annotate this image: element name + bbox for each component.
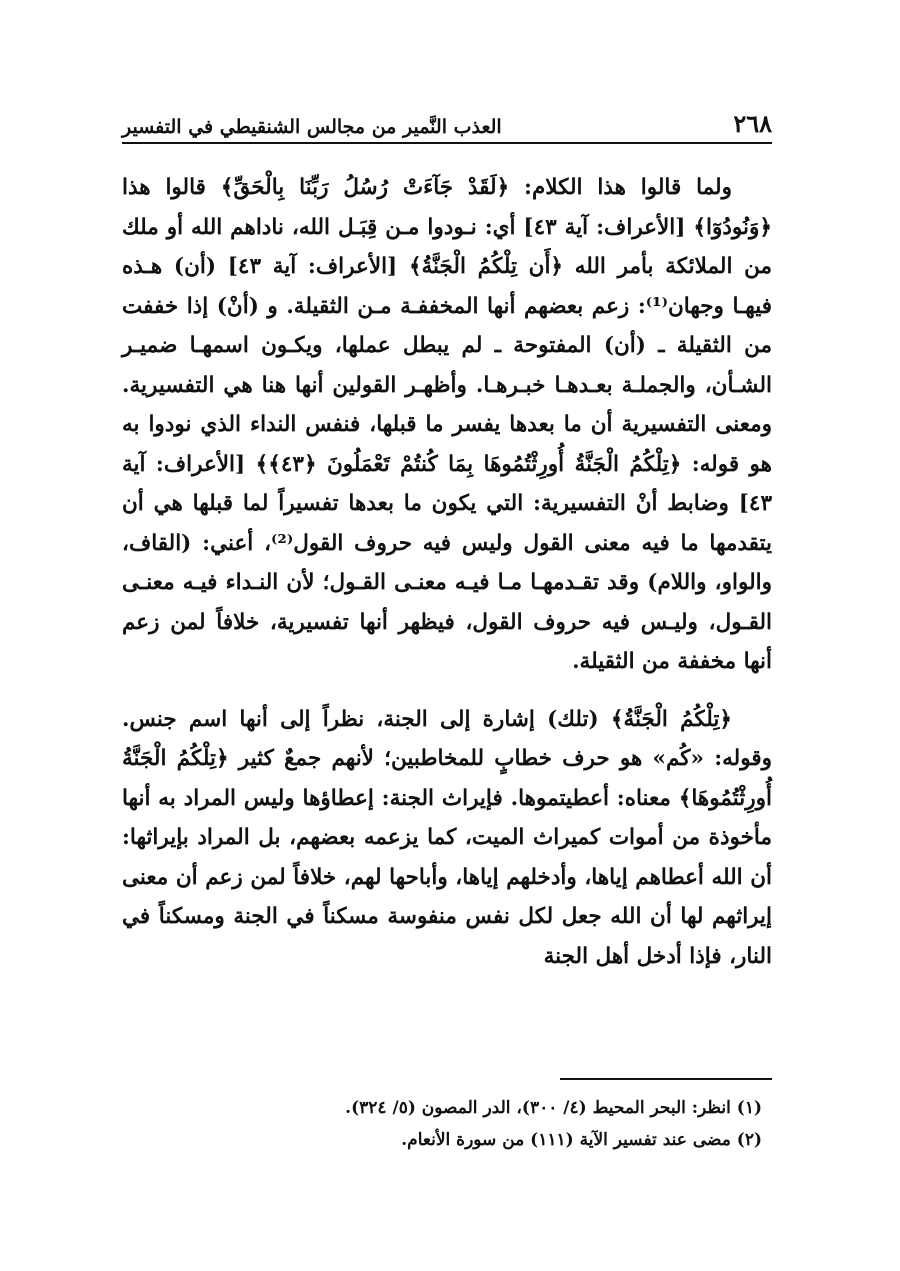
footnotes xyxy=(122,1092,772,1156)
page-header xyxy=(122,100,772,144)
footnote: (٢) مضى عند تفسير الآية (١١١) من سورة الأنعام. xyxy=(401,1130,762,1150)
paragraph: ﴿تِلْكُمُ الْجَنَّةُ﴾ (تلك) إشارة إلى الجنة، نظراً إلى أنها اسم جنس. وقوله: «كُم» هو حرف خطابٍ للمخاطبين؛ لأنهم جمعٌ كثير ﴿تِلْكُمُ الْجَنَّةُ أُورِثْتُمُوهَا﴾ معناه: أعطيتموها. فإيراث الجنة: إعطاؤها وليس المراد به أنها مأخوذة من أموات كميراث الميت، كما يزعمه بعضهم، بل المراد بإيراثها: أن الله أعطاهم إياها، وأدخلهم إياها، وأباحها لهم، خلافاً لمن زعم أن معنى إيراثهم لها أن الله جعل لكل نفس منفوسة مسكناً في الجنة ومسكناً في النار، فإذا أدخل أهل الجنة xyxy=(122,706,772,969)
running-title: العذب النَّمير من مجالس الشنقيطي في التفسير xyxy=(122,116,502,138)
page-number: ٢٦٨ xyxy=(733,109,772,138)
footnote-divider xyxy=(560,1078,772,1080)
main-text xyxy=(122,168,772,976)
footnote: (١) انظر: البحر المحيط (٤/ ٣٠٠)، الدر المصون (٥/ ٣٢٤). xyxy=(345,1098,762,1118)
paragraph: ولما قالوا هذا الكلام: ﴿لَقَدْ جَآءَتْ رُسُلُ رَبِّنَا بِالْحَقِّ﴾ قالوا هذا ﴿وَنُودُوٓا﴾ [الأعراف: آية ٤٣] أي: نـودوا مـن قِبَـل الله، ناداهم الله أو ملك من الملائكة بأمر الله ﴿أَن تِلْكُمُ الْجَنَّةُ﴾ [الأعراف: آية ٤٣] (أن) هـذه فيهـا وجهان⁽¹⁾: زعم بعضهم أنها المخففـة مـن الثقيلة. و (أنْ) إذا خففت من الثقيلة ـ (أن) المفتوحة ـ لم يبطل عملها، ويكـون اسمهـا ضميـر الشـأن، والجملـة بعـدهـا خبـرهـا. وأظهـر القولين أنها هنا هي التفسيرية. ومعنى التفسيرية أن ما بعدها يفسر ما قبلها، فنفس النداء الذي نودوا به هو قوله: ﴿تِلْكُمُ الْجَنَّةُ أُورِثْتُمُوهَا بِمَا كُنتُمْ تَعْمَلُونَ ﴿٤٣﴾﴾ [الأعراف: آية ٤٣] وضابط أنْ التفسيرية: التي يكون ما بعدها تفسيراً لما قبلها هي أن يتقدمها ما فيه معنى القول وليس فيه حروف القول⁽²⁾، أعني: (القاف، والواو، واللام) وقد تقـدمهـا مـا فيـه معنـى القـول؛ لأن النـداء فيـه معنـى القـول، وليـس فيه حروف القول، فيظهر أنها تفسيرية، خلافاً لمن زعم أنها مخففة من الثقيلة. xyxy=(122,175,773,674)
